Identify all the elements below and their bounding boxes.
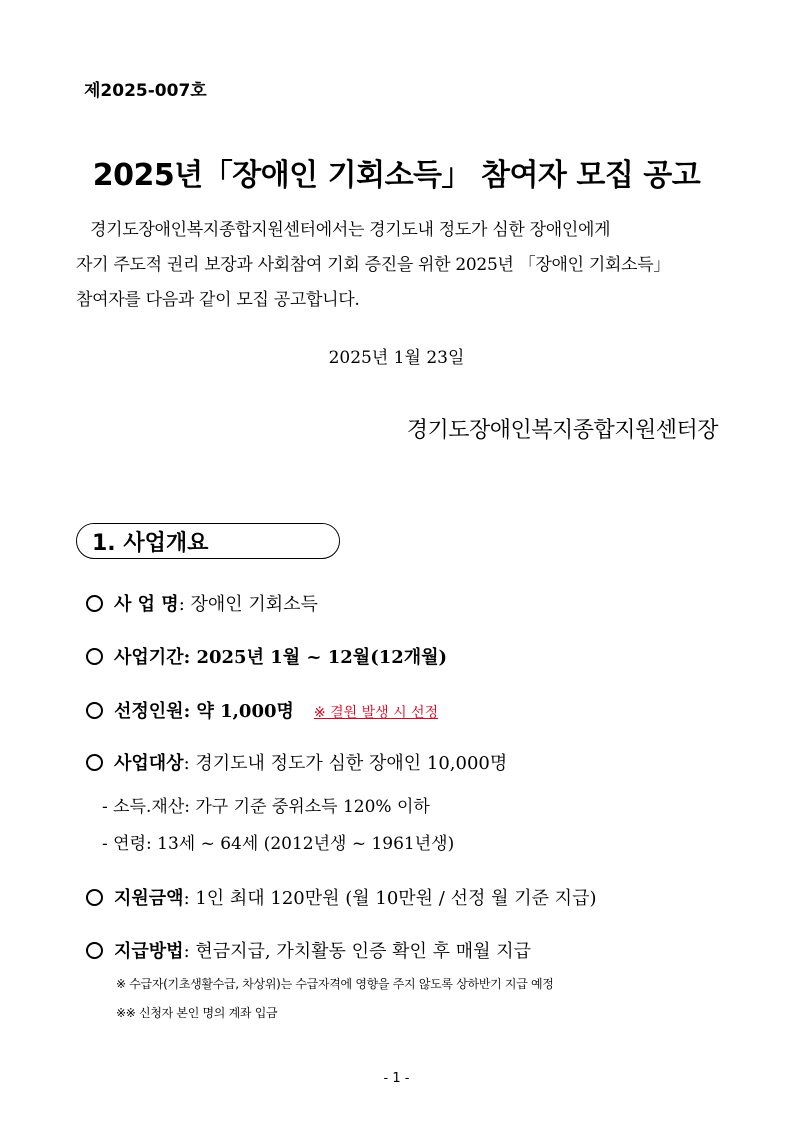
circle-bullet-icon <box>86 595 103 612</box>
circle-bullet-icon <box>86 942 103 959</box>
vacancy-note: ※ 결원 발생 시 선정 <box>313 705 439 721</box>
section-title: 1. 사업개요 <box>92 531 209 556</box>
item-target <box>86 749 507 775</box>
item-label: 선정인원 <box>114 701 184 722</box>
item-project-period <box>86 643 447 669</box>
item-payment-method <box>86 937 531 963</box>
circle-bullet-icon <box>86 702 103 719</box>
item-label: 지원금액 <box>114 888 184 909</box>
target-age-criterion: - 연령: 13세 ~ 64세 (2012년생 ~ 1961년생) <box>102 834 455 854</box>
item-support-amount <box>86 884 597 910</box>
issuer-signature: 경기도장애인복지종합지원센터장 <box>406 418 718 443</box>
circle-bullet-icon <box>86 754 103 771</box>
intro-line: 자기 주도적 권리 보장과 사회참여 기회 증진을 위한 2025년 「장애인 기회소득」 <box>76 255 671 275</box>
item-label: 사업기간 <box>114 647 184 668</box>
item-value: : 2025년 1월 ~ 12월(12개월) <box>183 647 448 668</box>
document-number: 제2025-007호 <box>84 81 207 101</box>
intro-line: 참여자를 다음과 같이 모집 공고합니다. <box>76 290 360 310</box>
payment-note-recipients: ※ 수급자(기초생활수급, 차상위)는 수급자격에 영향을 주지 않도록 상하반기 지급 예정 <box>116 977 554 991</box>
intro-paragraph <box>76 213 726 318</box>
item-value: : 경기도내 정도가 심한 장애인 10,000명 <box>183 753 508 774</box>
announcement-date: 2025년 1월 23일 <box>328 348 465 368</box>
item-label: 사 업 명 <box>114 594 179 615</box>
item-value: : 현금지급, 가치활동 인증 확인 후 매월 지급 <box>183 941 531 962</box>
item-label: 사업대상 <box>114 753 184 774</box>
item-selection-count <box>86 697 438 723</box>
circle-bullet-icon <box>86 889 103 906</box>
intro-line: 경기도장애인복지종합지원센터에서는 경기도내 정도가 심한 장애인에게 <box>90 220 611 240</box>
item-project-name <box>86 590 318 616</box>
target-income-criterion: - 소득.재산: 가구 기준 중위소득 120% 이하 <box>102 797 430 817</box>
item-value: : 약 1,000명 <box>183 701 294 722</box>
page-number: - 1 - <box>383 1071 410 1086</box>
circle-bullet-icon <box>86 648 103 665</box>
payment-note-account: ※※ 신청자 본인 명의 계좌 입금 <box>116 1006 278 1020</box>
item-value: : 1인 최대 120만원 (월 10만원 / 선정 월 기준 지급) <box>183 888 597 909</box>
item-value: : 장애인 기회소득 <box>178 594 318 615</box>
page-title: 2025년「장애인 기회소득」 참여자 모집 공고 <box>92 158 701 193</box>
item-label: 지급방법 <box>114 941 184 962</box>
